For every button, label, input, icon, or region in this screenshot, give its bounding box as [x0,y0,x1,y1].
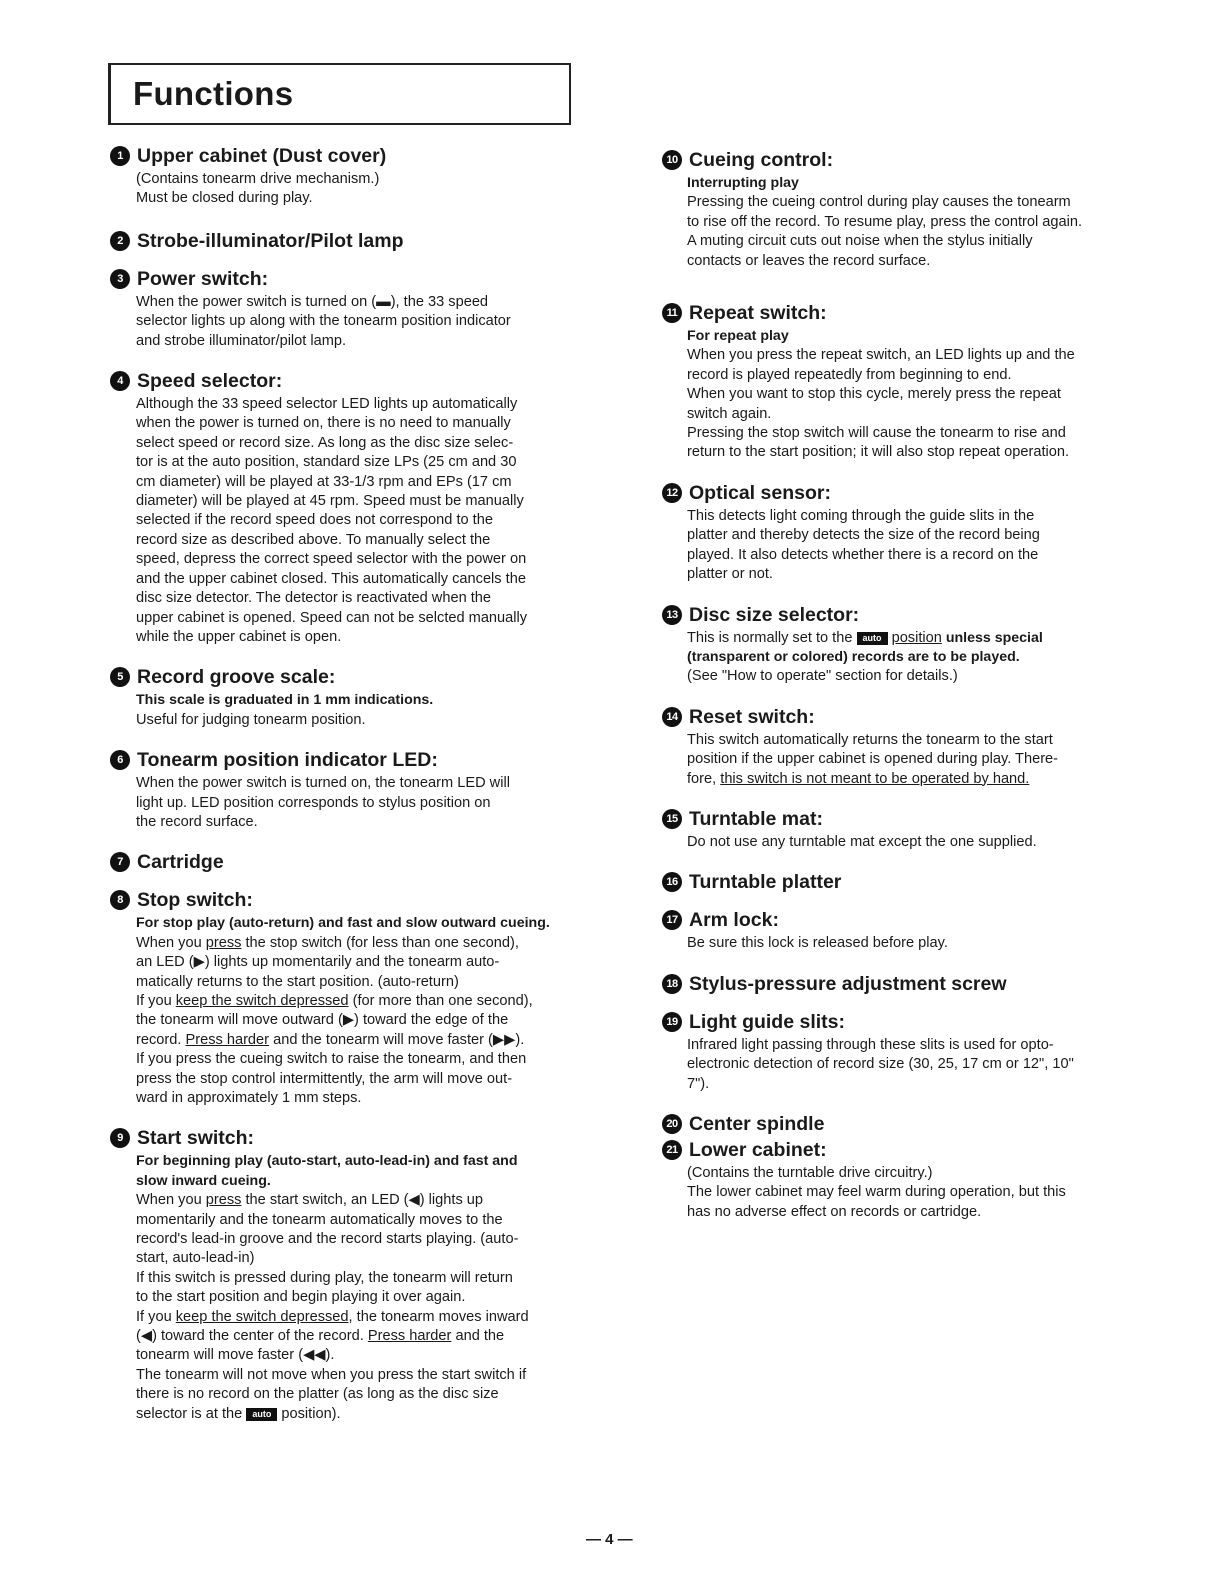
item-title: Reset switch: [689,705,815,728]
item-number-badge: 1 [110,146,130,166]
item-strobe-lamp [110,229,572,253]
item-optical-sensor [662,481,1130,585]
item-title: Record groove scale: [137,666,336,689]
item-stylus-pressure-screw [662,972,1130,996]
item-title: Strobe-illuminator/Pilot lamp [137,229,404,252]
body-line: to the start position and begin playing it over again. [136,1289,466,1306]
item-reset-switch: 14 Reset switch: This switch automatically returns the tonearm to the start position if the upper cabinet is opened during play. There- fore, this switch is not meant to be operated by hand. [662,705,1130,789]
body-line: (Contains the turntable drive circuitry.) [687,1164,933,1181]
body-line: If this switch is pressed during play, the tonearm will return [136,1269,513,1286]
underlined-term: press [205,1192,242,1209]
item-number-badge: 21 [662,1140,682,1160]
item-number-badge: 9 [110,1128,130,1148]
item-repeat-switch [662,301,1130,463]
body-line: light up. LED position corresponds to stylus position on [136,794,491,811]
item-turntable-platter [662,870,1130,894]
subheading: For stop play (auto-return) and fast and slow outward cueing. [136,915,550,932]
item-number-badge: 4 [110,371,130,391]
item-number-badge: 10 [662,150,682,170]
item-title: Stylus-pressure adjustment screw [689,972,1007,995]
body-line: Pressing the cueing control during play causes the tonearm [687,194,1071,211]
item-title: Stop switch: [137,889,253,912]
item-stop-switch: 8 Stop switch: For stop play (auto-return) and fast and slow outward cueing. When you press the stop switch (for less than one second), an LED (▶) lights up momentarily and the tonearm auto- matically returns to the start position. (auto-return) If you keep the switch depressed (for more than one second), the tonearm will move outward (▶) toward the edge of the record. Press harder and the tonearm will move faster (▶▶). If you press the cueing switch to raise the tonearm, and then press the stop control intermittently, the arm will move out- ward in approximately 1 mm steps. [110,888,572,1108]
item-title: Power switch: [137,267,269,290]
body-line: platter or not. [687,566,773,583]
item-speed-selector [110,369,572,647]
page-title: Functions [133,75,294,112]
item-title: Optical sensor: [689,481,831,504]
item-number-badge: 12 [662,483,682,503]
item-number-badge: 6 [110,750,130,770]
item-title: Disc size selector: [689,603,860,626]
body-line: electronic detection of record size (30, 25, 17 cm or 12", 10" [687,1056,1074,1073]
body-line: upper cabinet is opened. Speed can not be selcted manually [136,609,528,626]
body-line: and strobe illuminator/pilot lamp. [136,332,347,349]
item-number-badge: 13 [662,605,682,625]
body-line: The tonearm will not move when you press the start switch if [136,1366,527,1383]
item-number-badge: 3 [110,269,130,289]
body-line: When the power switch is turned on (▬), the 33 speed [136,293,489,310]
item-power-switch [110,267,572,351]
page-number: — 4 — [586,1531,633,1548]
item-record-groove-scale [110,665,572,730]
body-line: 7"). [687,1075,710,1092]
body-line: (Contains tonearm drive mechanism.) [136,171,380,187]
body-line: when the power is turned on, there is no need to manually [136,415,511,432]
item-tonearm-led [110,748,572,832]
item-arm-lock [662,908,1130,953]
body-line: an LED (▶) lights up momentarily and the tonearm auto- [136,954,500,971]
underlined-term: Press harder [367,1328,452,1345]
left-column [110,144,572,1424]
body-line: A muting circuit cuts out noise when the stylus initially [687,233,1033,250]
item-center-spindle [662,1112,1130,1136]
body-line: there is no record on the platter (as long as the disc size [136,1386,499,1403]
underlined-term: this switch is not meant to be operated by hand. [720,770,1030,787]
subheading: Interrupting play [687,175,799,191]
item-title: Start switch: [137,1127,255,1150]
body-line: record's lead-in groove and the record starts playing. (auto- [136,1231,519,1248]
item-cartridge [110,850,572,874]
body-line: press the stop control intermittently, the arm will move out- [136,1070,513,1087]
body-line: Pressing the stop switch will cause the tonearm to rise and [687,425,1066,442]
item-number-badge: 11 [662,303,682,323]
item-cueing-control [662,148,1130,271]
subheading: For repeat play [687,328,789,345]
body-line: contacts or leaves the record surface. [687,252,931,269]
body-line: switch again. [687,405,772,422]
item-title: Cueing control: [689,149,834,171]
body-line: The lower cabinet may feel warm during operation, but this [687,1184,1066,1201]
body-line: start, auto-lead-in) [136,1250,255,1267]
body-line: (See "How to operate" section for details.) [687,668,958,685]
body-line: the record surface. [136,813,258,830]
item-number-badge: 17 [662,910,682,930]
item-number-badge: 20 [662,1114,682,1134]
body-line: When you want to stop this cycle, merely press the repeat [687,386,1061,403]
body-line: momentarily and the tonearm automatically moves to the [136,1211,503,1228]
underlined-term: press [205,934,242,951]
body-line: ward in approximately 1 mm steps. [136,1090,362,1106]
item-title: Turntable mat: [689,807,823,830]
item-title: Lower cabinet: [689,1138,827,1161]
body-line: to rise off the record. To resume play, press the control again. [687,213,1083,230]
body-line: played. It also detects whether there is a record on the [687,546,1039,563]
body-line: record size as described above. To manually select the [136,531,491,548]
item-title: Light guide slits: [689,1010,845,1033]
body-line: selector lights up along with the tonearm position indicator [136,313,511,330]
item-number-badge: 14 [662,707,682,727]
body-line: Although the 33 speed selector LED lights up automatically [136,396,518,413]
body-line: diameter) will be played at 45 rpm. Speed must be manually [136,493,524,510]
subheading: This scale is graduated in 1 mm indications. [136,692,434,709]
body-line: select speed or record size. As long as the disc size selec- [136,434,514,451]
body-line: Useful for judging tonearm position. [136,711,366,728]
body-line: This switch automatically returns the tonearm to the start [687,731,1053,748]
body-line: matically returns to the start position. (auto-return) [136,973,459,990]
item-title: Upper cabinet (Dust cover) [137,145,387,167]
item-number-badge: 8 [110,890,130,910]
subheading: (transparent or colored) records are to be played. [687,648,1020,665]
auto-position-badge: auto [246,1408,277,1421]
item-number-badge: 7 [110,852,130,872]
underlined-term: keep the switch depressed [175,992,349,1009]
item-number-badge: 18 [662,974,682,994]
item-lower-cabinet [662,1138,1130,1222]
item-number-badge: 19 [662,1012,682,1032]
item-disc-size-selector: 13 Disc size selector: This is normally set to the auto position unless special (transparent or colored) records are to be played. (See "How to operate" section for details.) [662,603,1130,687]
body-line: the tonearm will move outward (▶) toward the edge of the [136,1012,509,1029]
body-line: position if the upper cabinet is opened during play. There- [687,751,1059,768]
body-line: record is played repeatedly from beginning to end. [687,366,1012,383]
underlined-term: position [891,629,942,646]
auto-position-badge: auto [857,632,888,645]
item-title: Tonearm position indicator LED: [137,749,438,772]
body-line: has no adverse effect on records or cartridge. [687,1203,982,1220]
item-title: Speed selector: [137,370,283,393]
underlined-term: Press harder [185,1031,270,1048]
item-title: Turntable platter [689,871,842,894]
body-line: If you press the cueing switch to raise the tonearm, and then [136,1051,527,1068]
subheading: slow inward cueing. [136,1172,271,1189]
item-title: Cartridge [137,851,224,874]
title-box [108,63,571,125]
item-number-badge: 5 [110,667,130,687]
item-start-switch: 9 Start switch: For beginning play (auto-start, auto-lead-in) and fast and slow inward cueing. When you press the start switch, an LED (◀) lights up momentarily and the tonearm automatically moves to the record's lead-in groove and the record starts playing. (auto- start, auto-lead-in) If this switch is pressed during play, the tonearm will return to the start position and begin playing it over again. If you keep the switch depressed, the tonearm moves inward (◀) toward the center of the record. Press harder and the tonearm will move faster (◀◀). The tonearm will not move when you press the start switch if there is no record on the platter (as long as the disc size selector is at the auto position). [110,1126,572,1424]
body-line: return to the start position; it will also stop repeat operation. [687,444,1070,461]
underlined-term: keep the switch depressed [175,1308,349,1325]
body-line: speed, depress the correct speed selector with the power on [136,551,527,568]
body-line: and the upper cabinet closed. This automatically cancels the [136,570,526,587]
body-line: selected if the record speed does not correspond to the [136,512,493,529]
body-line: platter and thereby detects the size of the record being [687,527,1040,544]
item-number-badge: 15 [662,809,682,829]
body-line: tonearm will move faster (◀◀). [136,1347,335,1364]
subheading: For beginning play (auto-start, auto-lead-in) and fast and [136,1153,518,1170]
body-line: disc size detector. The detector is reactivated when the [136,590,492,607]
item-upper-cabinet [110,144,572,209]
item-title: Repeat switch: [689,302,827,325]
item-number-badge: 2 [110,231,130,251]
item-light-guide-slits [662,1010,1130,1094]
body-line: cm diameter) will be played at 33-1/3 rpm and EPs (17 cm [136,473,512,490]
item-number-badge: 16 [662,872,682,892]
body-line: Must be closed during play. [136,190,313,207]
body-line: Be sure this lock is released before play. [687,935,948,952]
item-title: Arm lock: [689,909,779,932]
body-line: while the upper cabinet is open. [136,628,342,645]
right-column [662,148,1130,1222]
item-title: Center spindle [689,1112,825,1135]
body-line: When you press the repeat switch, an LED lights up and the [687,347,1075,364]
body-line: This detects light coming through the guide slits in the [687,507,1035,524]
body-line: When the power switch is turned on, the tonearm LED will [136,775,510,792]
item-turntable-mat [662,807,1130,852]
body-line: Infrared light passing through these slits is used for opto- [687,1036,1054,1053]
body-line: Do not use any turntable mat except the one supplied. [687,833,1037,850]
body-line: tor is at the auto position, standard size LPs (25 cm and 30 [136,454,517,471]
